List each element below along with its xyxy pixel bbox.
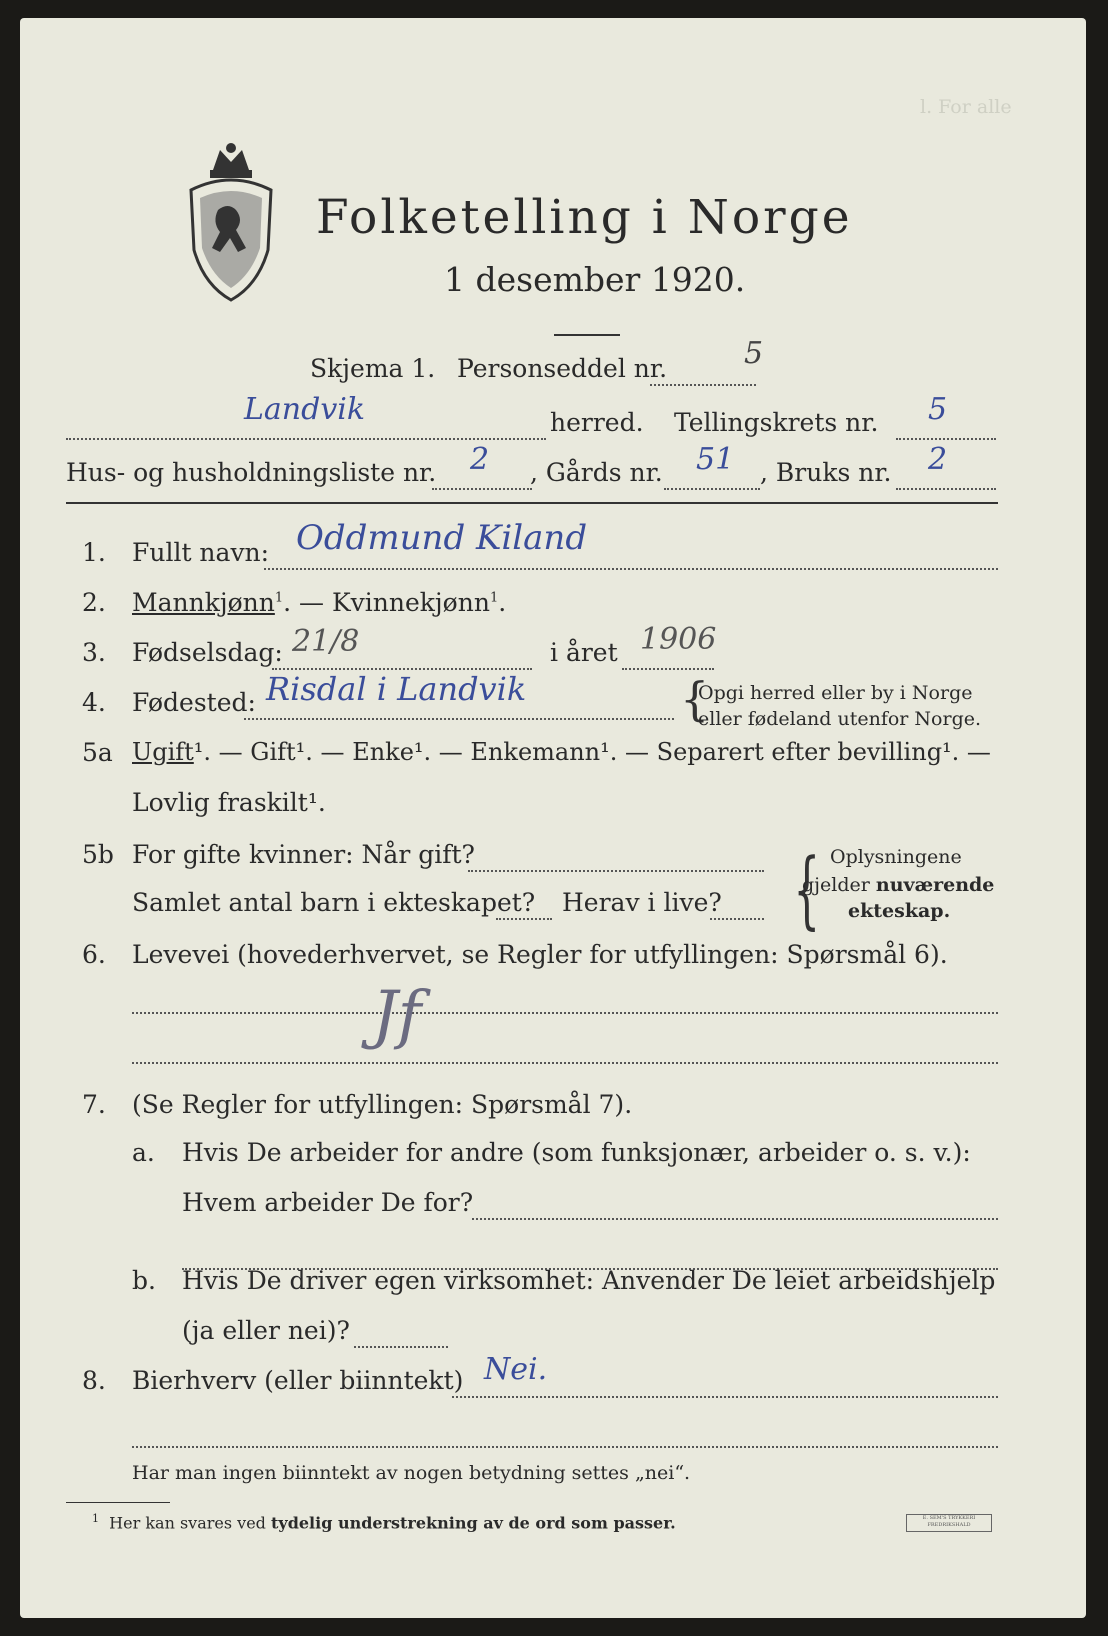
q5b-note-2a: gjelder <box>802 874 876 896</box>
bruks-label: , Bruks nr. <box>760 458 892 487</box>
q5b-line1: For gifte kvinner: Når gift? <box>132 840 475 869</box>
gender-female-option[interactable]: Kvinnekjønn <box>331 588 490 617</box>
side-income-value: Nei. <box>484 1352 548 1387</box>
bruks-field[interactable] <box>896 488 996 490</box>
herav-label: Herav i live? <box>562 888 722 917</box>
married-when-field[interactable] <box>468 870 764 872</box>
q7a-letter: a. <box>132 1138 155 1167</box>
bruks-value: 2 <box>928 442 948 477</box>
personseddel-value: 5 <box>744 336 764 371</box>
employer-field-1[interactable] <box>472 1218 998 1220</box>
birth-year-value: 1906 <box>640 622 717 657</box>
gards-field[interactable] <box>664 488 760 490</box>
marital-ugift-option[interactable]: Ugift <box>132 738 194 766</box>
marital-other-options[interactable]: ¹. — Gift¹. — Enke¹. — Enkemann¹. — Separert efter bevilling¹. — <box>193 738 991 766</box>
tellingskrets-value: 5 <box>928 392 948 427</box>
q7a-line1: Hvis De arbeider for andre (som funksjonær, arbeider o. s. v.): <box>182 1138 971 1167</box>
birthplace-note-2: eller fødeland utenfor Norge. <box>698 708 982 730</box>
q3-number: 3. <box>82 638 106 667</box>
footnote-mark: 1 <box>92 1512 99 1525</box>
footnote-ref: 1 <box>489 590 499 606</box>
footnote-ref: 1 <box>274 590 284 606</box>
census-form-sheet <box>20 18 1086 1618</box>
q5b-note-2b: nuværende <box>875 874 995 896</box>
full-name-field[interactable] <box>264 568 998 570</box>
q3-label: Fødselsdag: <box>132 638 283 667</box>
q6-label: Levevei (hovederhvervet, se Regler for utfyllingen: Spørsmål 6). <box>132 940 948 969</box>
q5b-number: 5b <box>82 840 114 869</box>
side-income-field[interactable] <box>452 1396 998 1398</box>
gender-separator: . — <box>283 588 332 617</box>
q4-number: 4. <box>82 688 106 717</box>
q5b-note-1: Oplysningene <box>830 846 962 868</box>
norway-coat-of-arms-logo <box>188 140 274 308</box>
footnote-bold-text: tydelig understrekning av de ord som passer. <box>271 1513 676 1533</box>
q5b-line2: Samlet antal barn i ekteskapet? <box>132 888 536 917</box>
marital-fraskilt-option[interactable]: Lovlig fraskilt¹. <box>132 788 326 817</box>
q7b-letter: b. <box>132 1266 156 1295</box>
occupation-field-1[interactable] <box>132 1012 998 1014</box>
q7b-line2: (ja eller nei)? <box>182 1316 350 1345</box>
gender-end: . <box>498 588 507 617</box>
occupation-field-2[interactable] <box>132 1062 998 1064</box>
q1-number: 1. <box>82 538 106 567</box>
husliste-field[interactable] <box>432 488 532 490</box>
printer-stamp: E. SEM'S TRYKKERI FREDRIKSHALD <box>906 1514 992 1532</box>
birthday-value: 21/8 <box>292 624 360 659</box>
occupation-value: Jf <box>372 978 422 1052</box>
herred-suffix: herred. <box>550 408 644 437</box>
brace: { <box>680 672 710 726</box>
gards-value: 51 <box>696 442 735 477</box>
q4-label: Fødested: <box>132 688 256 717</box>
q7b-line1: Hvis De driver egen virksomhet: Anvender De leiet arbeidshjelp <box>182 1266 996 1295</box>
q6-number: 6. <box>82 940 106 969</box>
q5b-note-2 <box>802 874 994 896</box>
schema-label: Skjema 1. <box>310 354 436 383</box>
footnote-text: Her kan svares ved <box>109 1513 271 1533</box>
header-divider <box>66 502 998 504</box>
q5a-number: 5a <box>82 738 113 767</box>
personseddel-field[interactable] <box>650 384 756 386</box>
tellingskrets-label: Tellingskrets nr. <box>674 408 879 437</box>
herred-field[interactable] <box>66 438 546 440</box>
birth-year-field[interactable] <box>622 668 714 670</box>
marital-status-options <box>132 738 991 766</box>
birthplace-note-1: Opgi herred eller by i Norge <box>698 682 973 704</box>
q7-number: 7. <box>82 1090 106 1119</box>
q7-label: (Se Regler for utfyllingen: Spørsmål 7). <box>132 1090 633 1119</box>
side-income-field-2[interactable] <box>132 1446 998 1448</box>
bleed-through-text: l. For alle <box>920 96 1012 118</box>
tellingskrets-field[interactable] <box>896 438 996 440</box>
census-date: 1 desember 1920. <box>444 260 746 299</box>
form-title: Folketelling i Norge <box>316 190 853 245</box>
q2-number: 2. <box>82 588 106 617</box>
q7a-line2: Hvem arbeider De for? <box>182 1188 474 1217</box>
side-income-note: Har man ingen biinntekt av nogen betydning settes „nei“. <box>132 1462 691 1484</box>
q1-label: Fullt navn: <box>132 538 270 567</box>
q5b-note-3: ekteskap. <box>848 900 951 922</box>
footnote <box>92 1512 676 1532</box>
gender-male-option[interactable]: Mannkjønn <box>132 588 275 617</box>
herred-value: Landvik <box>244 392 366 427</box>
birthplace-field[interactable] <box>244 718 674 720</box>
husliste-label: Hus- og husholdningsliste nr. <box>66 458 437 487</box>
gards-label: , Gårds nr. <box>530 458 663 487</box>
birth-year-label: i året <box>550 638 618 667</box>
footnote-divider <box>66 1502 170 1503</box>
full-name-value: Oddmund Kiland <box>296 518 588 558</box>
title-divider <box>554 334 620 336</box>
q8-label: Bierhverv (eller biinntekt) <box>132 1366 464 1395</box>
hired-help-field[interactable] <box>354 1346 448 1348</box>
brace: { <box>793 840 821 938</box>
gender-options <box>132 588 506 617</box>
personseddel-label: Personseddel nr. <box>457 354 668 383</box>
children-alive-field[interactable] <box>710 918 764 920</box>
children-count-field[interactable] <box>496 918 552 920</box>
husliste-value: 2 <box>470 442 490 477</box>
birthplace-value: Risdal i Landvik <box>266 670 527 708</box>
q8-number: 8. <box>82 1366 106 1395</box>
